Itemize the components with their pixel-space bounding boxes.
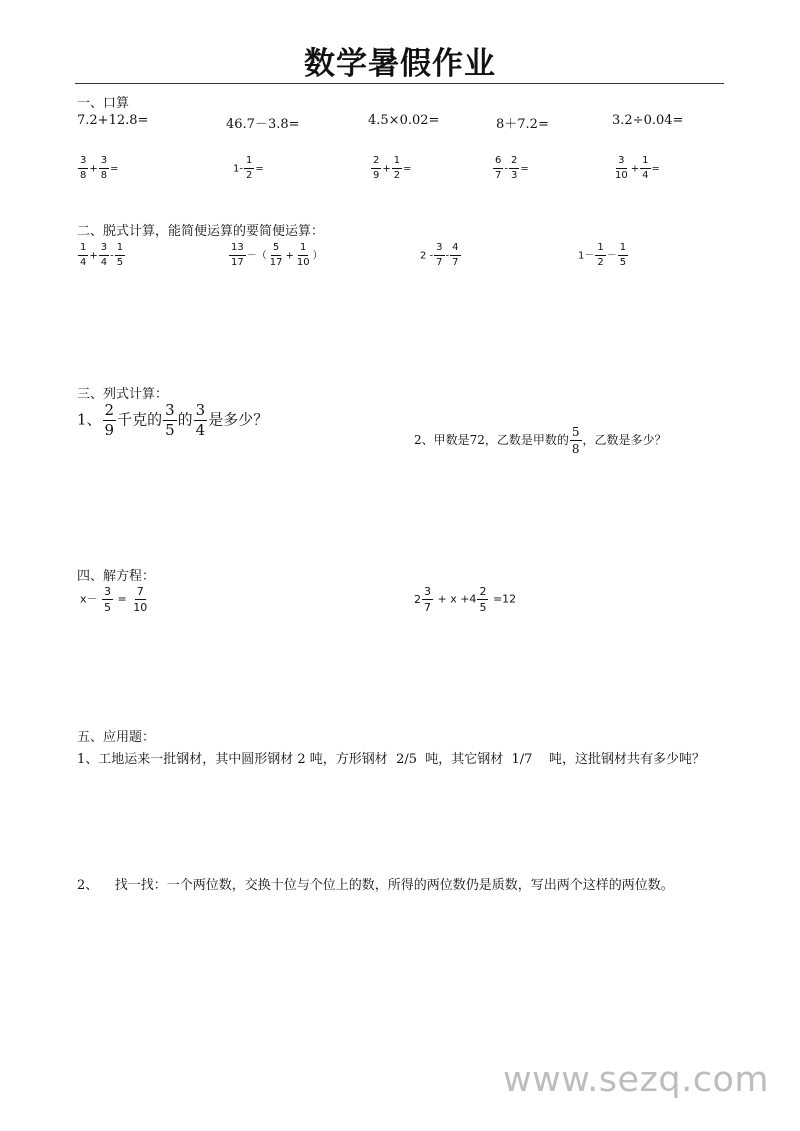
- word-calc-1: 1、 $\frac{2}{9}$ 千克的 $\frac{3}{5}$ 的 $\frac{3}{4}$ 是多少？: [77, 401, 269, 439]
- site-watermark: www.sezq.com: [503, 1060, 770, 1100]
- oral-calc-5: 3.2÷0.04=: [612, 113, 684, 128]
- oral-calc-1: 7.2+12.8=: [77, 113, 149, 128]
- section-5-heading: 五、应用题：: [77, 730, 156, 745]
- stepwise-calc-1: $\frac{1}{4}$ + $\frac{3}{4}$ - $\frac{1}{5}$: [80, 242, 124, 268]
- oral-calc-3: 4.5×0.02=: [368, 113, 440, 128]
- oral-frac-2: 1- $\frac{1}{2}$ =: [233, 155, 264, 181]
- application-question-2: 2、 找一找：一个两位数，交换十位与个位上的数，所得的两位数仍是质数，写出两个这样的两位数。: [77, 878, 674, 893]
- equation-1: x－ $\frac{3}{5}$ = $\frac{7}{10}$: [80, 585, 148, 614]
- section-1-heading: 一、口算: [77, 96, 130, 111]
- equation-2: 2 $\frac{3}{7}$ + x +4 $\frac{2}{5}$ =12: [414, 585, 517, 614]
- stepwise-calc-2: $\frac{13}{17}$ －（ $\frac{5}{17}$ + $\frac{1}{10}$ ）: [231, 242, 323, 268]
- stepwise-calc-4: 1－ $\frac{1}{2}$ － $\frac{1}{5}$: [578, 242, 627, 268]
- oral-calc-2: 46.7－3.8=: [226, 117, 300, 132]
- oral-frac-3: $\frac{2}{9}$ + $\frac{1}{2}$ =: [373, 155, 412, 181]
- stepwise-calc-3: 2 - $\frac{3}{7}$ - $\frac{4}{7}$: [420, 242, 459, 268]
- oral-calc-4: 8＋7.2=: [496, 117, 549, 132]
- section-2-heading: 二、脱式计算，能简便运算的要简便运算：: [77, 224, 325, 239]
- word-calc-2: 2、甲数是72，乙数是甲数的 $\frac{5}{8}$ ，乙数是多少？: [414, 425, 667, 456]
- oral-frac-4: $\frac{6}{7}$ - $\frac{2}{3}$ =: [495, 155, 529, 181]
- section-3-heading: 三、列式计算：: [77, 387, 169, 402]
- oral-frac-1: $\frac{3}{8}$ + $\frac{3}{8}$ =: [80, 155, 119, 181]
- application-question-1: 1、工地运来一批钢材，其中圆形钢材 2 吨，方形钢材 2/5 吨，其它钢材 1/7 吨，这批钢材共有多少吨？: [77, 752, 705, 767]
- page-title: 数学暑假作业: [304, 46, 496, 82]
- oral-frac-5: $\frac{3}{10}$ + $\frac{1}{4}$ =: [615, 155, 660, 181]
- title-divider: [75, 83, 724, 84]
- section-4-heading: 四、解方程：: [77, 569, 156, 584]
